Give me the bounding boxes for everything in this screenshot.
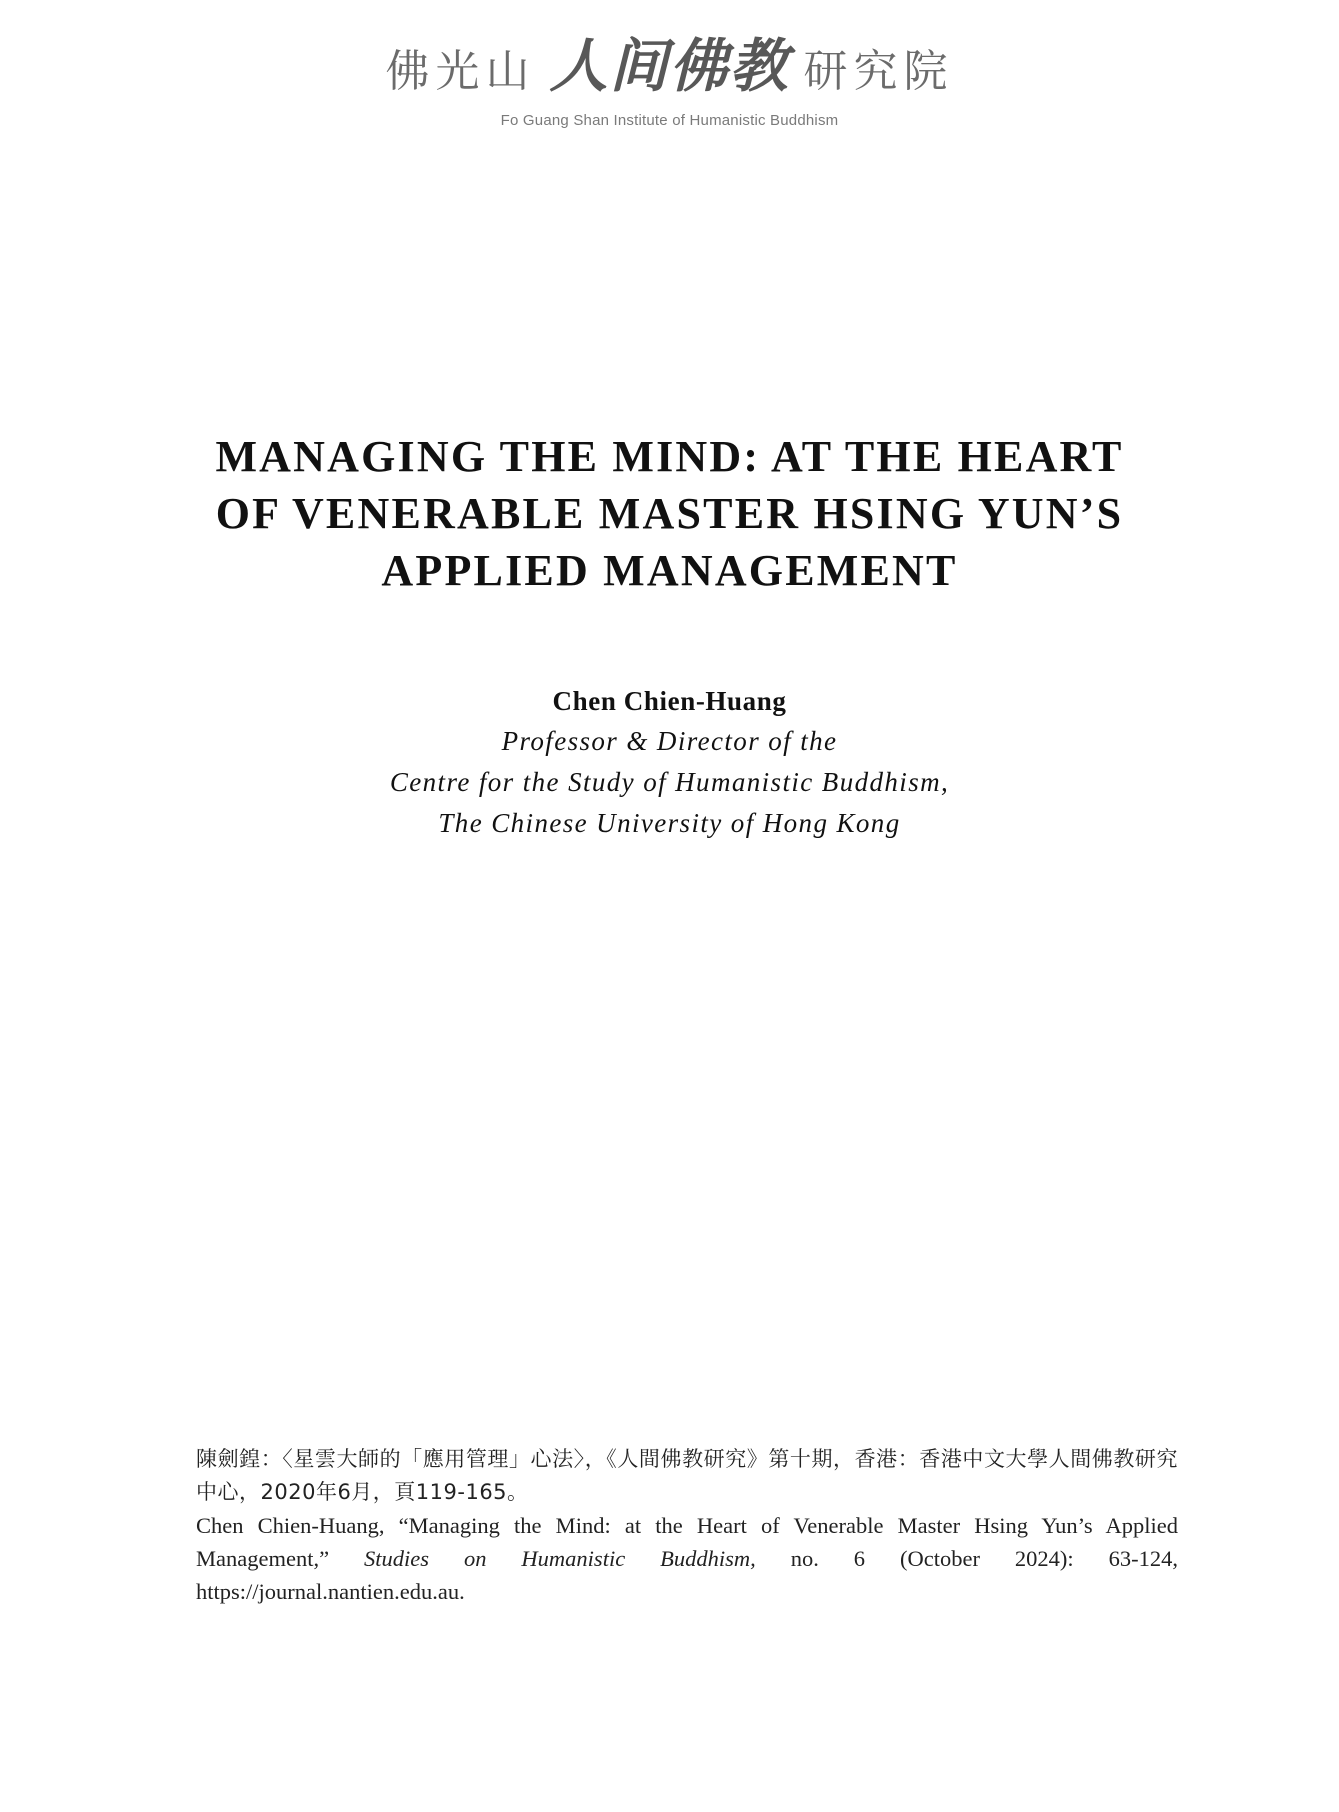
citation-english-suffix: no. 6 (October 2024): 63-124, https://journal.nantien.edu.au. xyxy=(196,1546,1178,1604)
logo-english: Fo Guang Shan Institute of Humanistic Buddhism xyxy=(500,112,839,129)
logo-chinese-center: 人间佛教 xyxy=(549,32,790,100)
title-line-3: APPLIED MANAGEMENT xyxy=(381,546,958,595)
title-line-2: OF VENERABLE MASTER HSING YUN’S xyxy=(215,489,1124,538)
author-affiliation-line-3: The Chinese University of Hong Kong xyxy=(438,808,901,838)
logo-chinese-left: 佛光山 xyxy=(385,46,536,97)
logo-chinese xyxy=(385,32,954,102)
citation-english xyxy=(196,1509,1178,1608)
citation-block xyxy=(196,1443,1178,1608)
title-line-1: MANAGING THE MIND: AT THE HEART xyxy=(215,432,1124,481)
author-affiliation-line-1: Professor & Director of the xyxy=(501,726,838,756)
author-affiliation-line-2: Centre for the Study of Humanistic Buddhism, xyxy=(389,767,950,797)
citation-journal-title: Studies on Humanistic Buddhism, xyxy=(364,1546,756,1571)
institute-logo xyxy=(0,32,1339,129)
author-block xyxy=(0,681,1339,844)
citation-english-prefix: Chen Chien-Huang, “Managing the Mind: at the Heart of Venerable Master Hsing Yun’s Applied Management,” xyxy=(196,1513,1178,1571)
logo-chinese-right: 研究院 xyxy=(803,46,954,97)
author-name: Chen Chien-Huang xyxy=(552,686,787,716)
article-title xyxy=(150,428,1189,599)
citation-chinese: 陳劍鍠：〈星雲大師的「應用管理」心法〉，《人間佛教研究》第十期，香港：香港中文大學人間佛教研究中心，2020年6月，頁119-165。 xyxy=(196,1447,1178,1504)
